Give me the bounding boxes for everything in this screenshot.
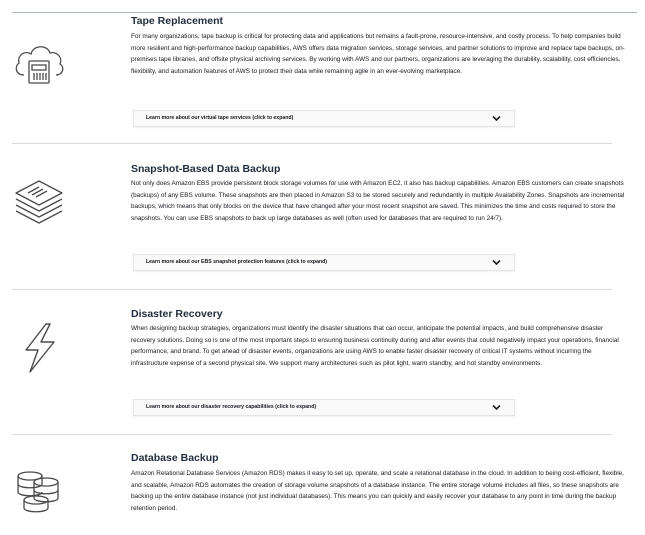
section-body: For many organizations, tape backup is critical for protecting data and applications but remains a fault-prone, resource-intensive, and costly process. To help companies build more resilient and high-performance backup capabilities, AWS offers data migration services, storage services, and partner solutions to improve and replace tape backups, on-premises tape libraries, and offsite physical archiving services. By working with AWS and our partners, organizations are leveraging the durability, scalability, cost efficiencies, flexibility, and automation features of AWS to protect their data while remaining agile in an ever-evolving marketplace.	[131, 33, 625, 75]
cloud-tape-icon	[10, 33, 68, 91]
chevron-down-icon[interactable]	[492, 115, 501, 122]
expander-label: Learn more about our EBS snapshot protection features (click to expand)	[146, 259, 328, 265]
lightning-bolt-icon	[10, 318, 68, 376]
section-divider	[12, 289, 612, 290]
section-body: When designing backup strategies, organizations must identify the disaster situations that can occur, anticipate the potential impacts, and build comprehensive disaster recovery solutions. Doing so is one of the most important steps to ensuring business continuity during and after events that could negatively impact your operations, financial performance, and brand. To get ahead of disaster events, organizations are using AWS to enable faster disaster recovery of critical IT systems without incurring the infrastructure expense of a second physical site. We support many architectures such as pilot light, warm standby, and hot standby environments.	[131, 325, 619, 367]
expand-ebs-snapshot-button[interactable]	[133, 254, 515, 271]
section-title: Disaster Recovery	[131, 308, 223, 320]
expander-label: Learn more about our virtual tape services (click to expand)	[146, 115, 294, 121]
section-body: Not only does Amazon EBS provide persistent block storage volumes for use with Amazon EC2, it also has backup capabilities. Amazon EBS customers can create snapshots (backups) of any EBS volume. These snapshots are then placed in Amazon S3 to be stored securely and redundantly in multiple Availability Zones. Snapshots are incremental backups, which means that only blocks on the device that have changed after your most recent snapshot are saved. This minimizes the time and costs required to store the snapshots. You can use EBS snapshots to back up large databases as well (often used for databases that are required to run 24/7).	[131, 180, 625, 222]
section-title: Database Backup	[131, 452, 219, 464]
expand-disaster-recovery-button[interactable]	[133, 399, 515, 416]
section-body: Amazon Relational Database Services (Amazon RDS) makes it easy to set up, operate, and scale a relational database in the cloud. In addition to being cost-efficient, flexible, and scalable, Amazon RDS automates the creation of storage volume snapshots of a database instance. The entire storage volume includes all files, so these snapshots are backing up the entire database instance (not just individual databases). This means you can quickly and easily recover your database to any point in time during the backup retention period.	[131, 470, 624, 512]
section-title: Snapshot-Based Data Backup	[131, 163, 281, 175]
section-divider	[12, 143, 612, 144]
stacked-layers-icon	[10, 173, 68, 231]
database-icon	[10, 462, 68, 520]
section-title: Tape Replacement	[131, 15, 224, 27]
top-divider	[12, 12, 637, 13]
chevron-down-icon[interactable]	[492, 259, 501, 266]
section-divider	[12, 434, 612, 435]
expander-label: Learn more about our disaster recovery capabilities (click to expand)	[146, 404, 317, 410]
expand-virtual-tape-button[interactable]	[133, 110, 515, 127]
chevron-down-icon[interactable]	[492, 404, 501, 411]
